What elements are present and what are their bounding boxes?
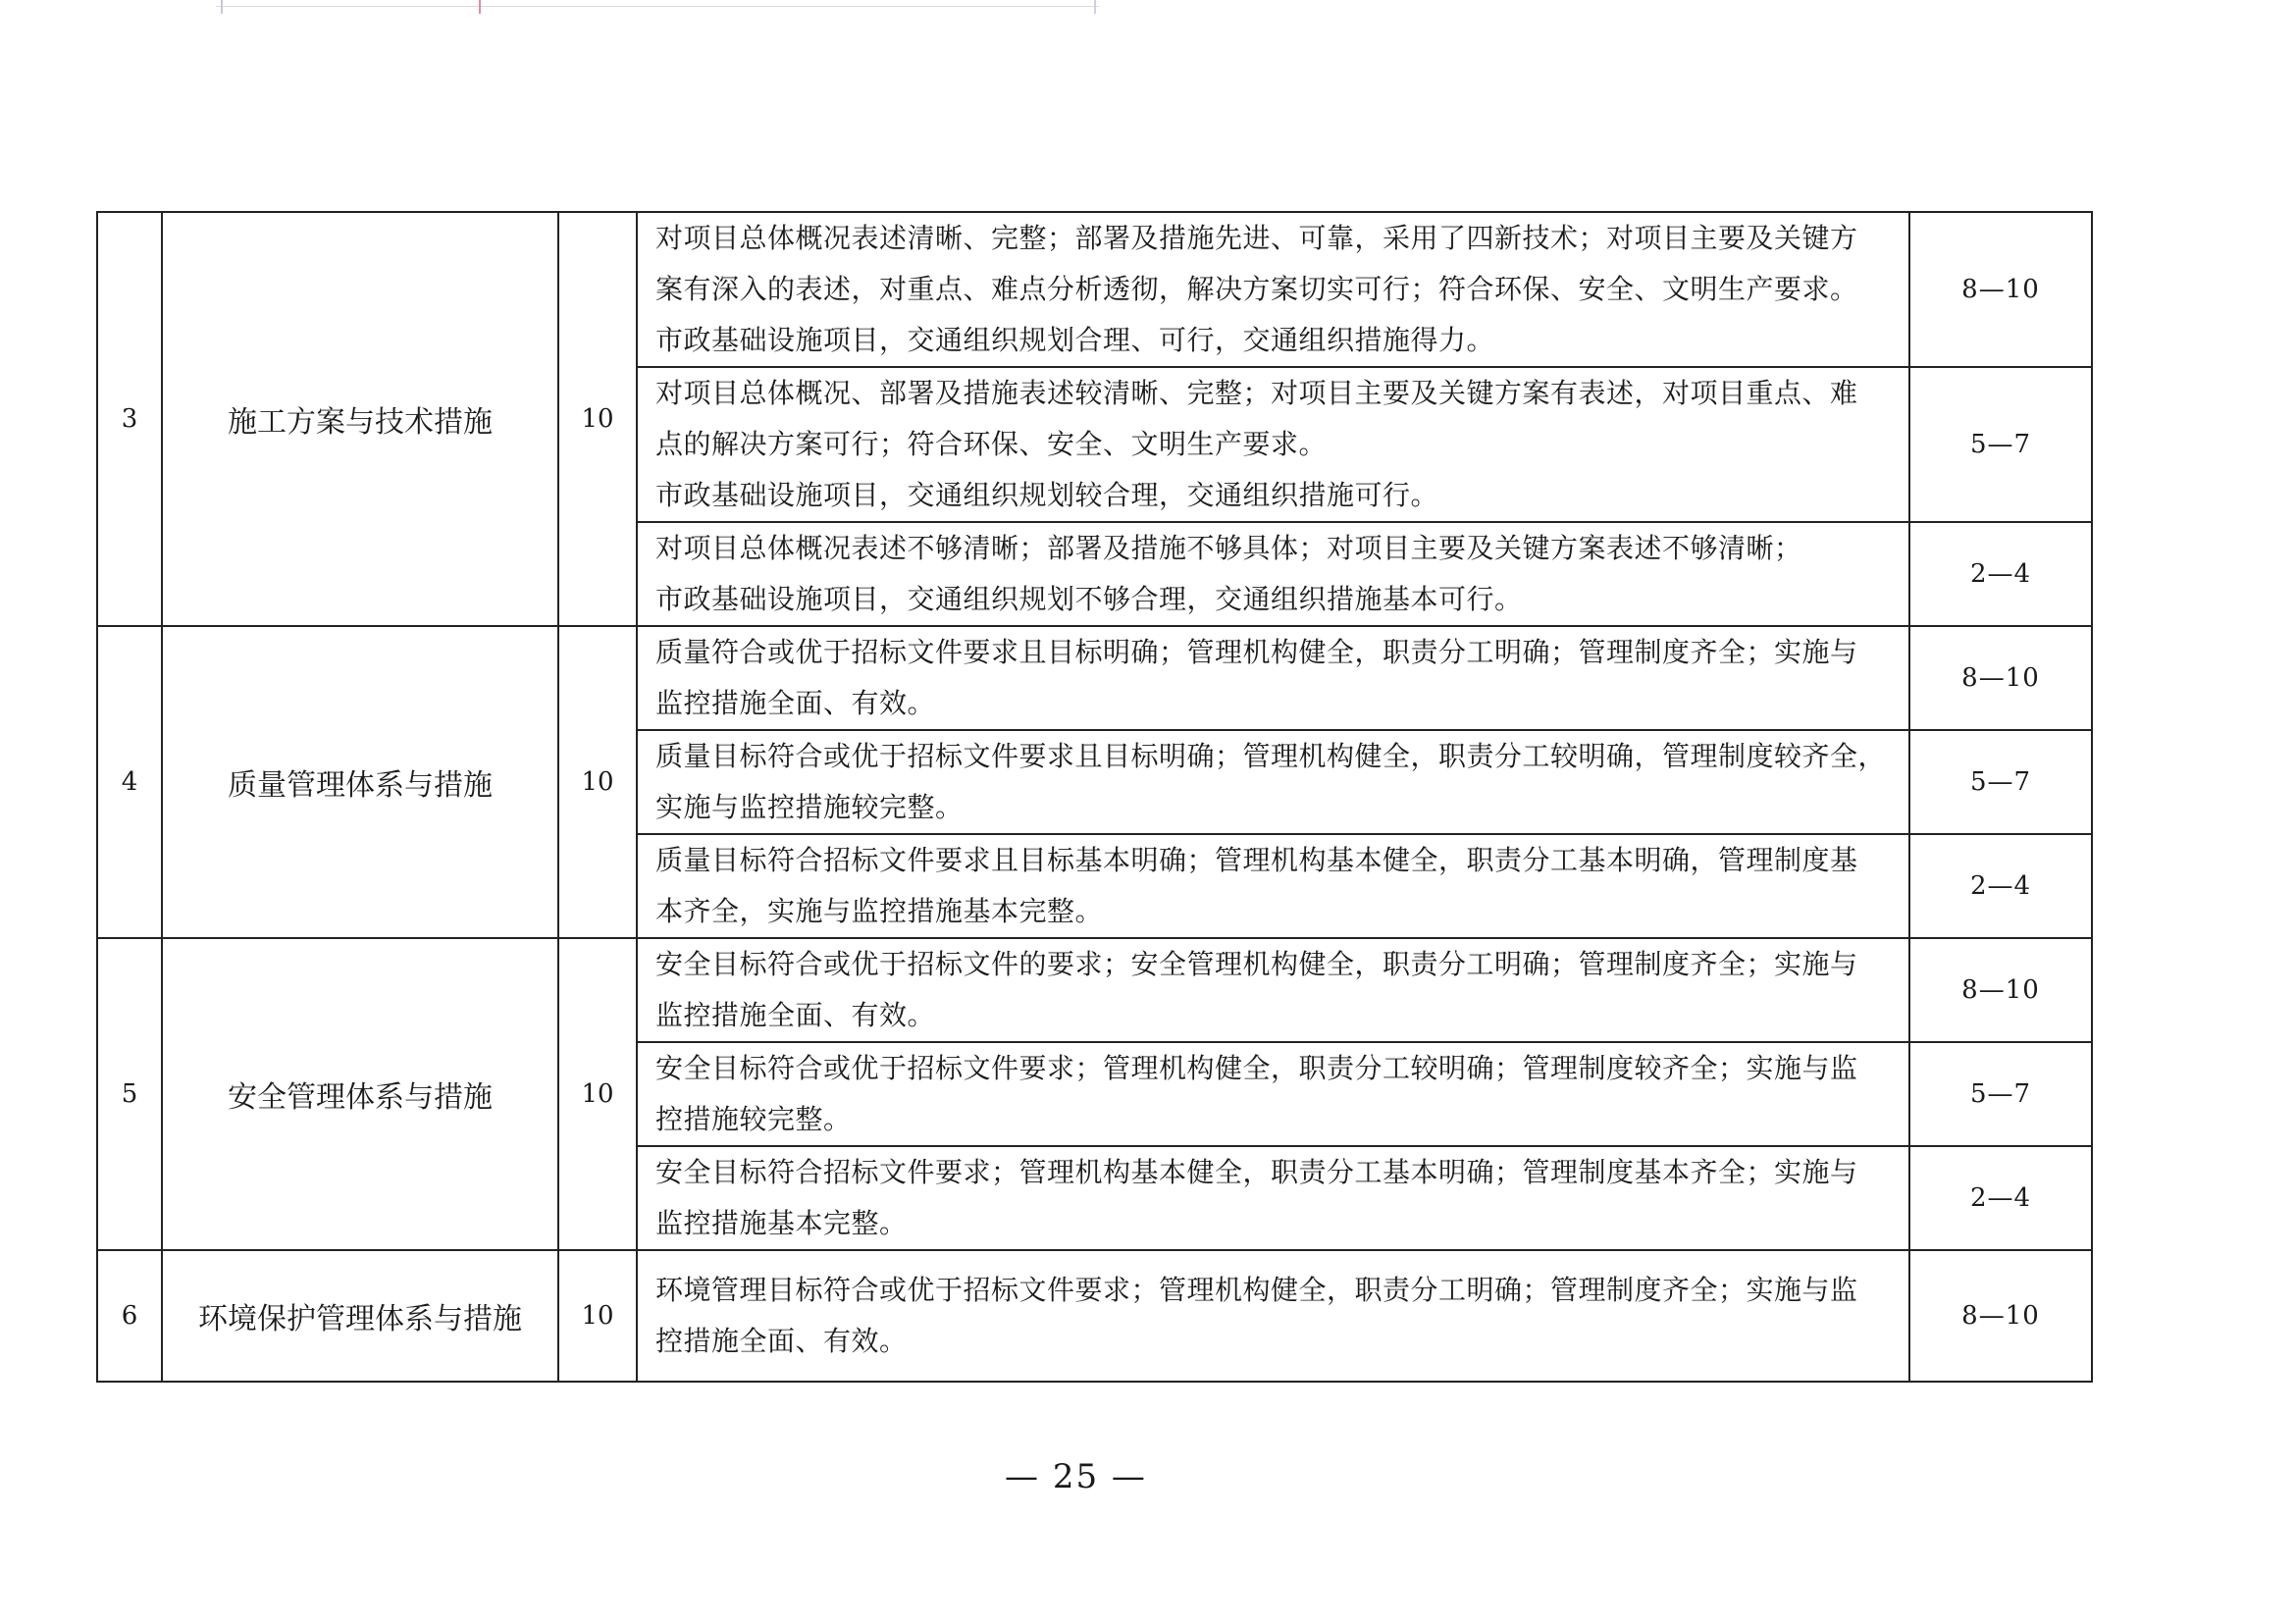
- row-number: 3: [97, 212, 162, 626]
- table-row: [97, 626, 2092, 730]
- full-score: 10: [558, 938, 637, 1250]
- criteria-cell: [637, 1146, 1909, 1250]
- criteria-cell: [637, 1250, 1909, 1382]
- table-body: [97, 212, 2092, 1382]
- criteria-line: 控措施全面、有效。: [655, 1325, 908, 1357]
- criteria-cell: [637, 522, 1909, 626]
- criteria-line: 安全目标符合或优于招标文件要求；管理机构健全，职责分工较明确；管理制度较齐全；实施与监: [655, 1052, 1858, 1084]
- criteria-line: 对项目总体概况、部署及措施表述较清晰、完整；对项目主要及关键方案有表述，对项目重点、难: [655, 377, 1858, 409]
- score-range: 8—10: [1909, 212, 2092, 367]
- criteria-line: 案有深入的表述，对重点、难点分析透彻，解决方案切实可行；符合环保、安全、文明生产要求。: [655, 273, 1858, 305]
- score-range: 2—4: [1909, 834, 2092, 938]
- criteria-cell: [637, 1042, 1909, 1146]
- row-number: 6: [97, 1250, 162, 1382]
- score-range: 2—4: [1909, 522, 2092, 626]
- score-range: 2—4: [1909, 1146, 2092, 1250]
- criteria-cell: [637, 212, 1909, 367]
- criteria-line: 质量目标符合或优于招标文件要求且目标明确；管理机构健全，职责分工较明确，管理制度较齐全，: [655, 740, 1887, 772]
- full-score: 10: [558, 626, 637, 938]
- criteria-line: 监控措施基本完整。: [655, 1207, 908, 1239]
- criteria-line: 质量符合或优于招标文件要求且目标明确；管理机构健全，职责分工明确；管理制度齐全；实施与: [655, 636, 1858, 668]
- scoring-table: [96, 211, 2093, 1383]
- criteria-line: 实施与监控措施较完整。: [655, 791, 964, 823]
- criteria-line: 安全目标符合或优于招标文件的要求；安全管理机构健全，职责分工明确；管理制度齐全；实施与: [655, 948, 1858, 980]
- evaluation-item: 质量管理体系与措施: [162, 626, 558, 938]
- full-score: 10: [558, 1250, 637, 1382]
- table-row: [97, 938, 2092, 1042]
- evaluation-item: 安全管理体系与措施: [162, 938, 558, 1250]
- criteria-line: 市政基础设施项目，交通组织规划较合理，交通组织措施可行。: [655, 479, 1439, 511]
- criteria-line: 监控措施全面、有效。: [655, 999, 936, 1031]
- criteria-line: 安全目标符合招标文件要求；管理机构基本健全，职责分工基本明确；管理制度基本齐全；实施与: [655, 1156, 1858, 1188]
- score-range: 8—10: [1909, 1250, 2092, 1382]
- criteria-cell: [637, 626, 1909, 730]
- evaluation-item: 施工方案与技术措施: [162, 212, 558, 626]
- criteria-cell: [637, 367, 1909, 522]
- criteria-line: 市政基础设施项目，交通组织规划合理、可行，交通组织措施得力。: [655, 324, 1495, 356]
- evaluation-item: 环境保护管理体系与措施: [162, 1250, 558, 1382]
- table-row: [97, 1250, 2092, 1382]
- scan-artifact-mark: [221, 0, 223, 14]
- criteria-line: 控措施较完整。: [655, 1103, 852, 1135]
- full-score: 10: [558, 212, 637, 626]
- criteria-line: 对项目总体概况表述不够清晰；部署及措施不够具体；对项目主要及关键方案表述不够清晰；: [655, 532, 1802, 564]
- criteria-cell: [637, 834, 1909, 938]
- score-range: 5—7: [1909, 367, 2092, 522]
- row-number: 4: [97, 626, 162, 938]
- table-row: [97, 212, 2092, 367]
- scan-artifact-mark: [1094, 0, 1096, 14]
- criteria-line: 质量目标符合招标文件要求且目标基本明确；管理机构基本健全，职责分工基本明确，管理制度基: [655, 844, 1858, 876]
- score-range: 8—10: [1909, 626, 2092, 730]
- criteria-cell: [637, 730, 1909, 834]
- row-number: 5: [97, 938, 162, 1250]
- score-range: 5—7: [1909, 1042, 2092, 1146]
- criteria-line: 点的解决方案可行；符合环保、安全、文明生产要求。: [655, 428, 1328, 460]
- criteria-line: 对项目总体概况表述清晰、完整；部署及措施先进、可靠，采用了四新技术；对项目主要及关键方: [655, 222, 1858, 254]
- page-number: — 25 —: [1005, 1457, 1147, 1496]
- criteria-cell: [637, 938, 1909, 1042]
- criteria-line: 监控措施全面、有效。: [655, 687, 936, 719]
- criteria-line: 本齐全，实施与监控措施基本完整。: [655, 895, 1104, 927]
- criteria-line: 环境管理目标符合或优于招标文件要求；管理机构健全，职责分工明确；管理制度齐全；实施与监: [655, 1274, 1858, 1306]
- score-range: 5—7: [1909, 730, 2092, 834]
- score-range: 8—10: [1909, 938, 2092, 1042]
- scan-artifact-mark: [479, 0, 481, 14]
- scan-artifact-line: [216, 6, 1099, 7]
- criteria-line: 市政基础设施项目，交通组织规划不够合理，交通组织措施基本可行。: [655, 583, 1523, 615]
